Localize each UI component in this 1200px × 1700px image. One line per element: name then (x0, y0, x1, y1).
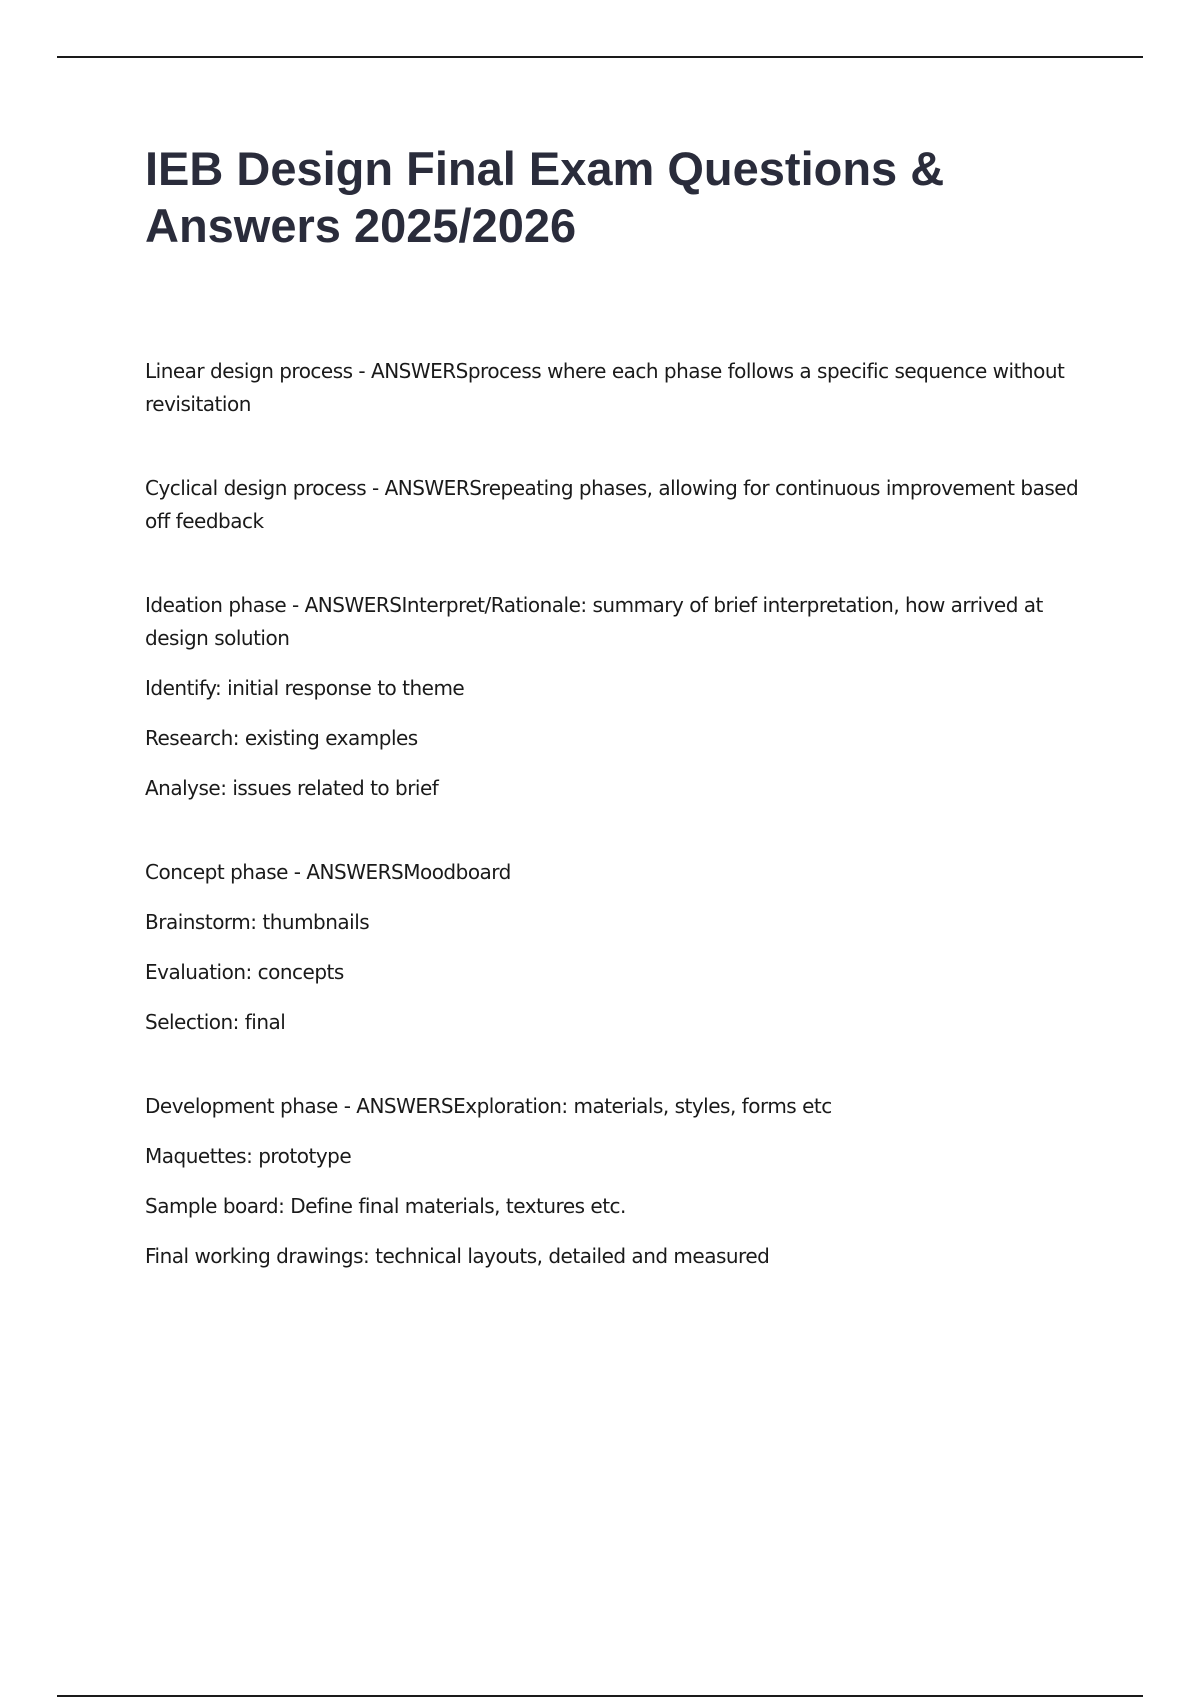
document-title: IEB Design Final Exam Questions & Answers 2025/2026 (145, 142, 945, 252)
qa-item-linear-design-process (145, 355, 1100, 421)
qa-line: Brainstorm: thumbnails (145, 910, 370, 934)
qa-line: Linear design process - ANSWERSprocess where each phase follows a specific sequence without revisitation (145, 359, 1065, 416)
qa-line: Research: existing examples (145, 726, 418, 750)
qa-line: Ideation phase - ANSWERSInterpret/Rationale: summary of brief interpretation, how arrived at design solution (145, 593, 1043, 650)
qa-line: Maquettes: prototype (145, 1144, 352, 1168)
qa-line: Sample board: Define final materials, textures etc. (145, 1194, 626, 1218)
top-rule (57, 56, 1143, 58)
qa-list (145, 355, 1100, 1324)
qa-line: Analyse: issues related to brief (145, 776, 439, 800)
qa-line: Evaluation: concepts (145, 960, 344, 984)
qa-item-development-phase (145, 1090, 1100, 1273)
qa-item-cyclical-design-process (145, 472, 1100, 538)
qa-line: Concept phase - ANSWERSMoodboard (145, 860, 511, 884)
qa-line: Development phase - ANSWERSExploration: materials, styles, forms etc (145, 1094, 832, 1118)
qa-item-ideation-phase (145, 589, 1100, 805)
qa-line: Selection: final (145, 1010, 286, 1034)
qa-line: Identify: initial response to theme (145, 676, 465, 700)
bottom-rule (57, 1695, 1143, 1697)
qa-line: Cyclical design process - ANSWERSrepeating phases, allowing for continuous improvement based off feedback (145, 476, 1079, 533)
qa-item-concept-phase (145, 856, 1100, 1039)
qa-line: Final working drawings: technical layouts, detailed and measured (145, 1244, 770, 1268)
